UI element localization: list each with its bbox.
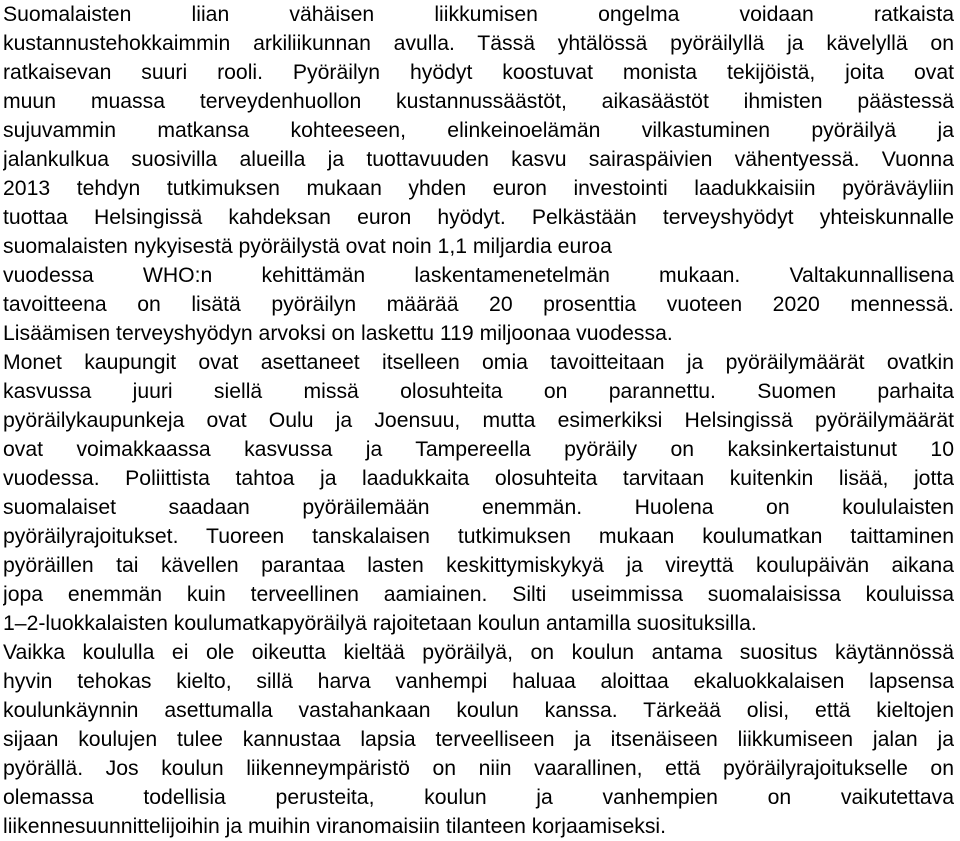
paragraph-3 xyxy=(3,638,954,841)
text-line: suomalaisten nykyisestä pyöräilystä ovat noin 1,1 miljardia euroa xyxy=(3,235,612,258)
text-line: suomalaiset saadaan pyöräilemään enemmän. Huolena on koululaisten xyxy=(3,496,954,519)
text-line: sujuvammin matkansa kohteeseen, elinkeinoelämän vilkastuminen pyöräilyä ja xyxy=(3,119,954,142)
text-line: kustannustehokkaimmin arkiliikunnan avulla. Tässä yhtälössä pyöräilyllä ja kävelyllä on xyxy=(3,32,954,55)
text-line: pyöräilykaupunkeja ovat Oulu ja Joensuu, mutta esimerkiksi Helsingissä pyöräilymäärät xyxy=(3,409,954,432)
text-line: vuodessa. Poliittista tahtoa ja laadukkaita olosuhteita tarvitaan kuitenkin lisää, jotta xyxy=(3,467,954,490)
paragraph-1 xyxy=(3,0,954,348)
text-line: muun muassa terveydenhuollon kustannussäästöt, aikasäästöt ihmisten päästessä xyxy=(3,90,954,113)
text-line: Suomalaisten liian vähäisen liikkumisen ongelma voidaan ratkaista xyxy=(3,3,954,26)
text-line: olemassa todellisia perusteita, koulun ja vanhempien on vaikutettava xyxy=(3,786,954,809)
text-line: pyöräillen tai kävellen parantaa lasten keskittymiskykyä ja vireyttä koulupäivän aikana xyxy=(3,554,954,577)
text-line: 1–2-luokkalaisten koulumatkapyöräilyä rajoitetaan koulun antamilla suosituksilla. xyxy=(3,612,757,635)
document-page xyxy=(3,0,954,841)
text-line: pyörällä. Jos koulun liikenneympäristö on niin vaarallinen, että pyöräilyrajoitukselle on xyxy=(3,757,954,780)
text-line: Vaikka koululla ei ole oikeutta kieltää pyöräilyä, on koulun antama suositus käytännössä xyxy=(3,641,954,664)
text-line: kasvussa juuri siellä missä olosuhteita on parannettu. Suomen parhaita xyxy=(3,380,954,403)
text-line: pyöräilyrajoitukset. Tuoreen tanskalaisen tutkimuksen mukaan koulumatkan taittaminen xyxy=(3,525,954,548)
text-line: jopa enemmän kuin terveellinen aamiainen. Silti useimmissa suomalaisissa kouluissa xyxy=(3,583,954,606)
text-line: hyvin tehokas kielto, sillä harva vanhempi haluaa aloittaa ekaluokkalaisen lapsensa xyxy=(3,670,954,693)
text-line: Monet kaupungit ovat asettaneet itselleen omia tavoitteitaan ja pyöräilymäärät ovatkin xyxy=(3,351,954,374)
text-line: sijaan koulujen tulee kannustaa lapsia terveelliseen ja itsenäiseen liikkumiseen jalan ja xyxy=(3,728,954,751)
text-line: tuottaa Helsingissä kahdeksan euron hyödyt. Pelkästään terveyshyödyt yhteiskunnalle xyxy=(3,206,954,229)
text-line: liikennesuunnittelijoihin ja muihin viranomaisiin tilanteen korjaamiseksi. xyxy=(3,815,667,838)
text-line: vuodessa WHO:n kehittämän laskentamenetelmän mukaan. Valtakunnallisena xyxy=(3,264,954,287)
text-line: ovat voimakkaassa kasvussa ja Tampereella pyöräily on kaksinkertaistunut 10 xyxy=(3,438,954,461)
text-line: koulunkäynnin asettumalla vastahankaan koulun kanssa. Tärkeää olisi, että kieltojen xyxy=(3,699,954,722)
paragraph-2 xyxy=(3,348,954,638)
text-line: jalankulkua suosivilla alueilla ja tuottavuuden kasvu sairaspäivien vähentyessä. Vuonna xyxy=(3,148,954,171)
text-line: ratkaisevan suuri rooli. Pyöräilyn hyödyt koostuvat monista tekijöistä, joita ovat xyxy=(3,61,954,84)
text-line: 2013 tehdyn tutkimuksen mukaan yhden euron investointi laadukkaisiin pyöräväyliin xyxy=(3,177,954,200)
text-line: Lisäämisen terveyshyödyn arvoksi on laskettu 119 miljoonaa vuodessa. xyxy=(3,322,673,345)
text-line: tavoitteena on lisätä pyöräilyn määrää 20 prosenttia vuoteen 2020 mennessä. xyxy=(3,293,954,316)
